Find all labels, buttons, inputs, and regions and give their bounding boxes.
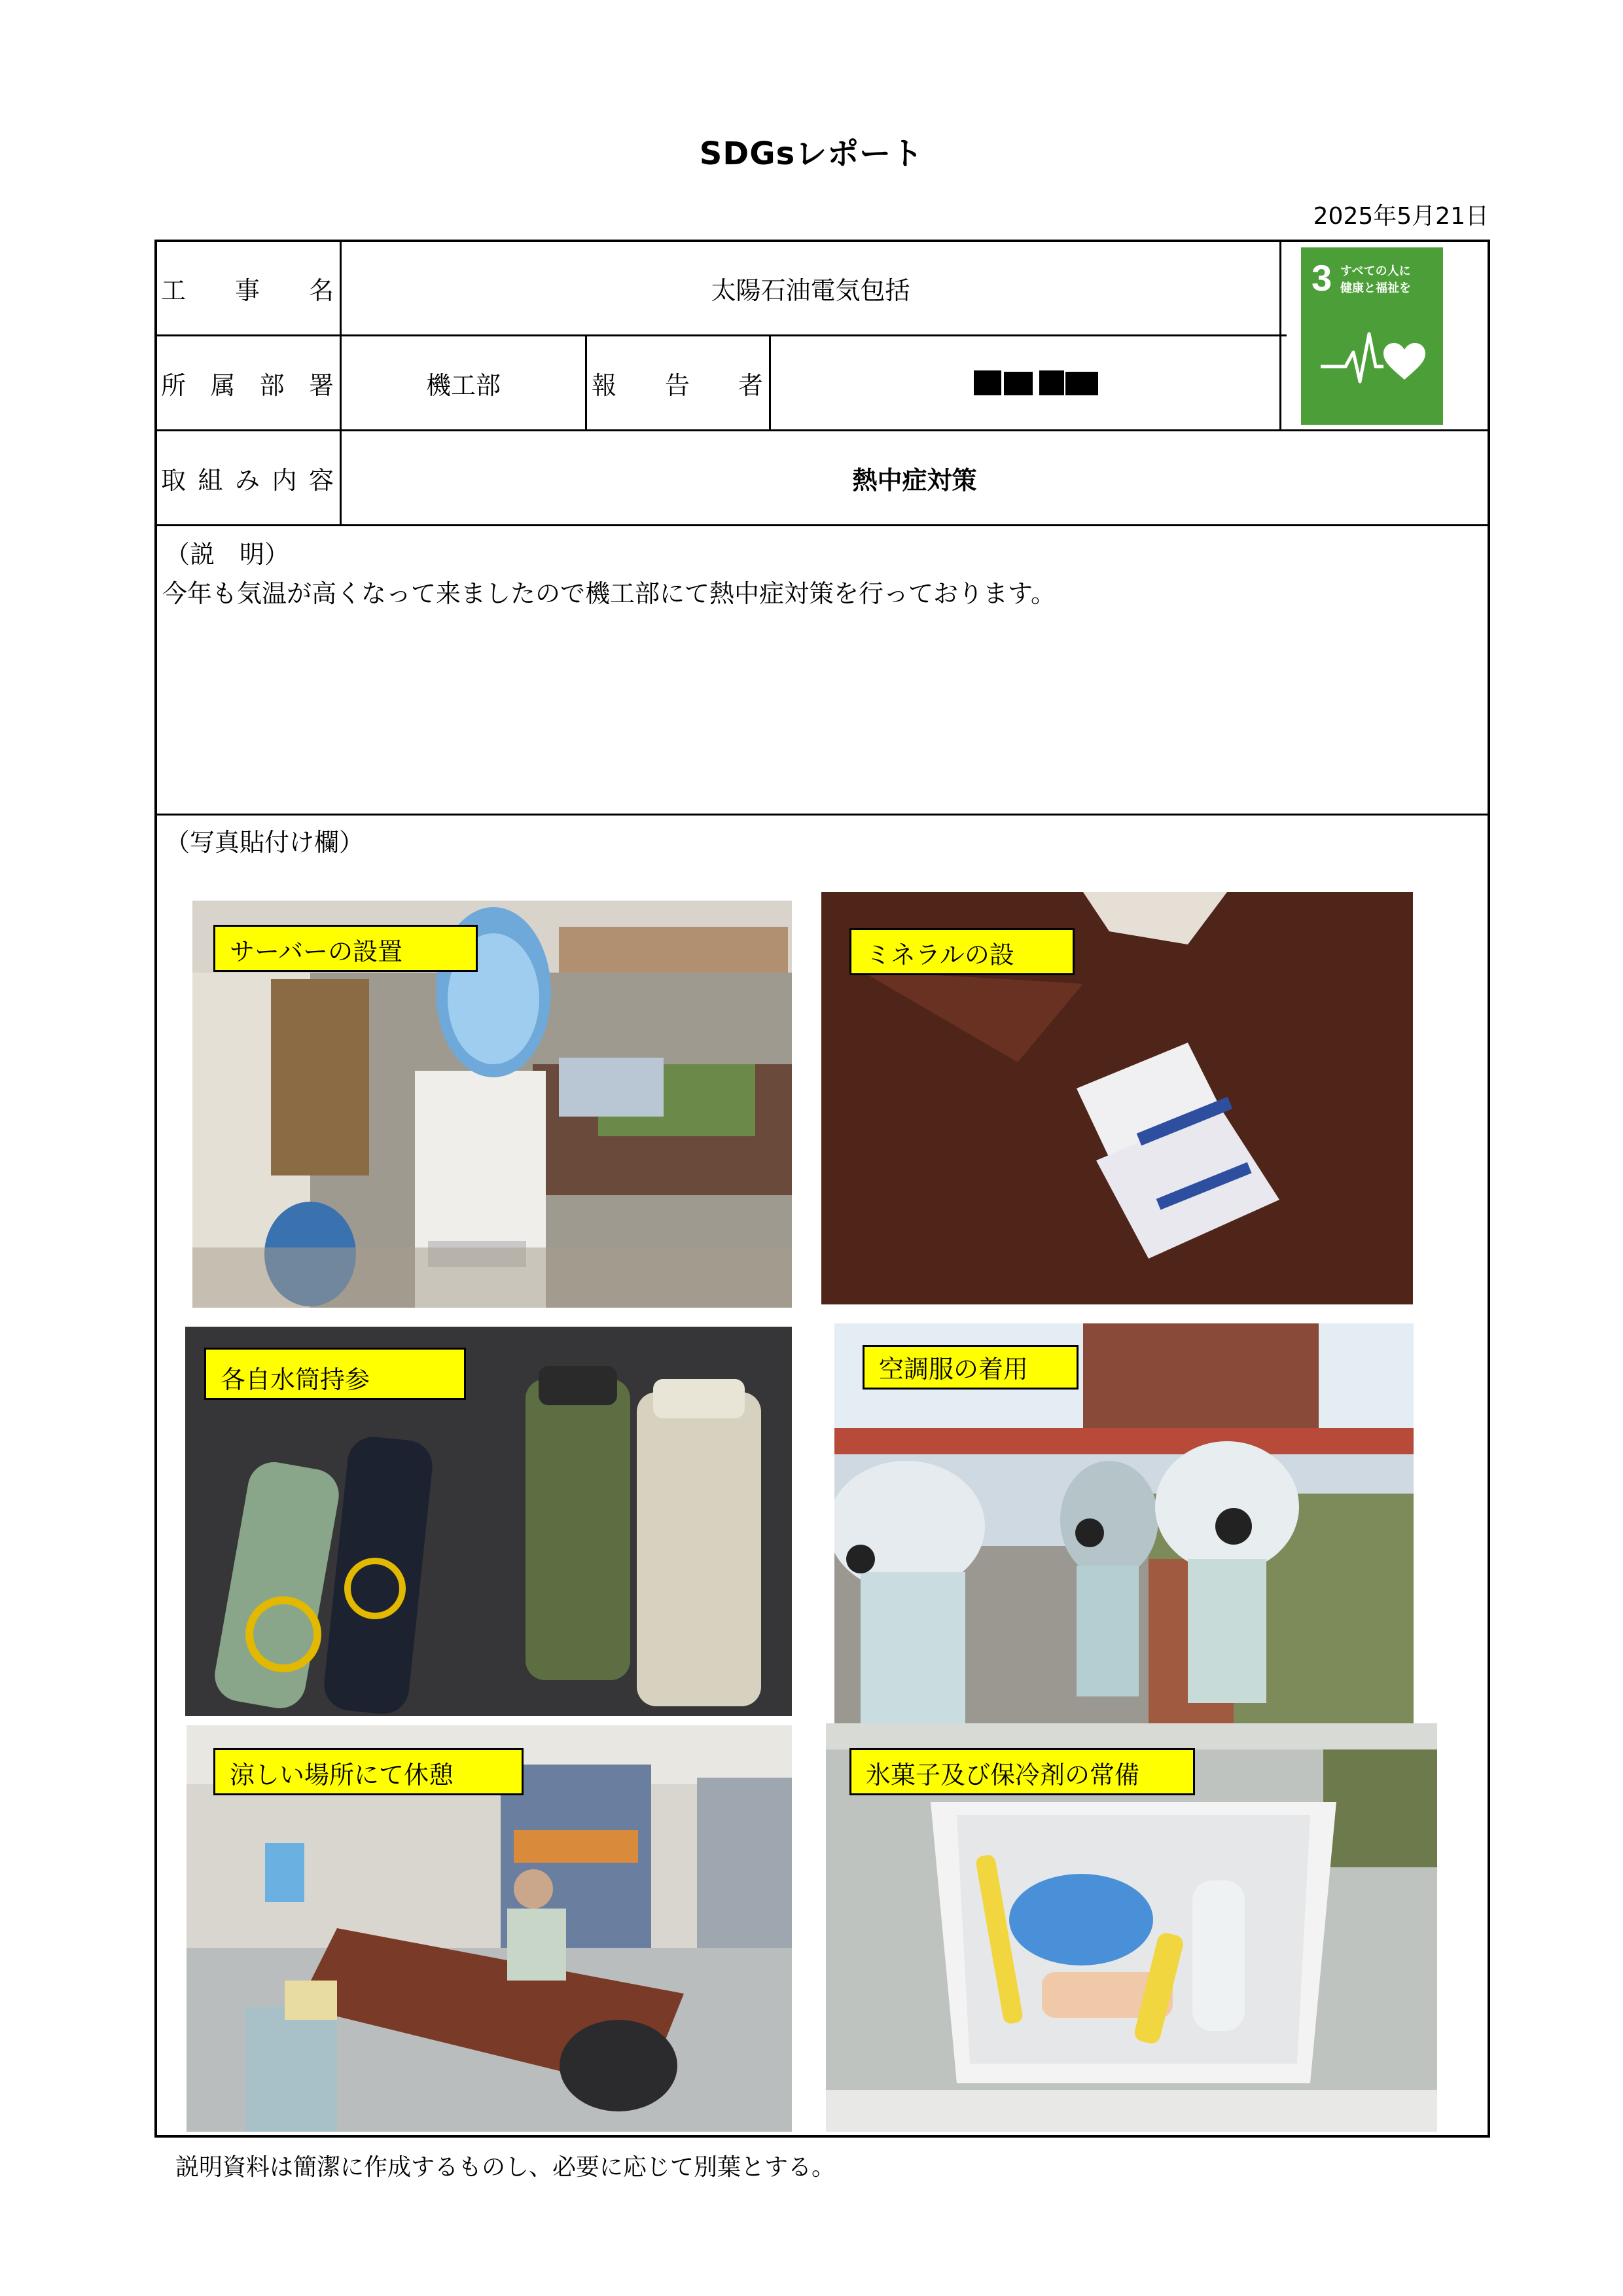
- explanation-heading: （説 明）: [165, 540, 290, 569]
- footnote: 説明資料は簡潔に作成するものし、必要に応じて別葉とする。: [175, 2154, 836, 2181]
- page-title: SDGsレポート: [699, 135, 924, 172]
- explanation-body: 今年も気温が高くなって来ましたので機工部にて熱中症対策を行っております。: [162, 579, 1056, 608]
- caption-rest-area: 涼しい場所にて休憩: [213, 1748, 524, 1795]
- reporter-label: 報 告 者: [592, 370, 763, 400]
- sdg-goal-3-badge: [1301, 247, 1443, 425]
- caption-freezer: 氷菓子及び保冷剤の常備: [849, 1748, 1195, 1795]
- heartbeat-heart-icon: [1321, 326, 1425, 391]
- activity-value: 熱中症対策: [852, 465, 977, 495]
- sdg-number: 3: [1311, 257, 1332, 298]
- report-date: 2025年5月21日: [1313, 203, 1489, 230]
- sdg-text-line2: 健康と福祉を: [1340, 281, 1411, 295]
- reporter-name-redacted: [974, 370, 1098, 395]
- caption-mineral: ミネラルの設: [849, 928, 1075, 975]
- photos-heading: （写真貼付け欄）: [165, 828, 365, 857]
- project-label: 工 事 名: [161, 276, 334, 305]
- department-value: 機工部: [425, 370, 501, 400]
- caption-water-server: サーバーの設置: [213, 925, 478, 972]
- caption-cooling-vests: 空調服の着用: [863, 1345, 1079, 1390]
- caption-water-bottles: 各自水筒持参: [204, 1348, 466, 1400]
- department-label: 所 属 部 署: [161, 370, 334, 400]
- activity-label: 取 組 み 内 容: [161, 465, 334, 495]
- sdg-text-line1: すべての人に: [1340, 264, 1411, 278]
- project-value: 太陽石油電気包括: [711, 276, 910, 305]
